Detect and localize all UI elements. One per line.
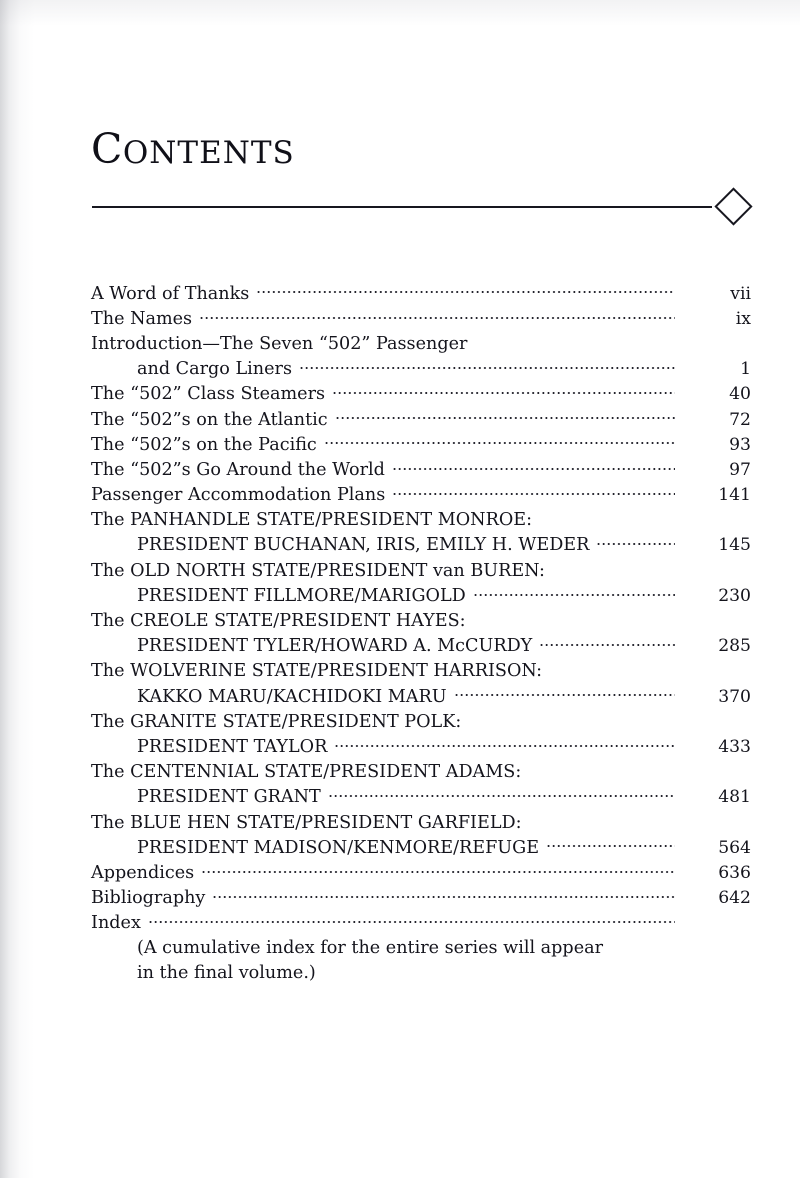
toc-entry-label: PRESIDENT TYLER/HOWARD A. McCURDY (137, 636, 533, 657)
dot-leader (596, 533, 675, 551)
dot-leader (539, 508, 675, 526)
toc-page-number: ix (735, 308, 751, 329)
dot-leader (552, 558, 675, 576)
toc-entry-label: The “502” Class Steamers (91, 384, 326, 405)
toc-entry[interactable] (91, 709, 751, 734)
page-title (91, 126, 295, 176)
dot-leader (299, 357, 675, 375)
toc-page-number: 564 (718, 837, 751, 858)
toc-page-number: 141 (718, 485, 751, 506)
dot-leader (199, 306, 675, 324)
toc-page-number: vii (730, 283, 751, 304)
dot-leader (328, 785, 675, 803)
title-rule-ornament (92, 186, 747, 230)
toc-page-number: 1 (740, 359, 751, 380)
toc-entry-label: The Names (91, 308, 193, 329)
toc-entry[interactable] (91, 886, 751, 911)
toc-entry[interactable] (91, 306, 751, 331)
dot-leader (474, 331, 675, 349)
toc-entry[interactable] (91, 785, 751, 810)
toc-entry[interactable] (91, 457, 751, 482)
toc-entry[interactable] (91, 281, 751, 306)
toc-entry-label: Introduction—The Seven “502” Passenger (91, 333, 468, 354)
toc-entry[interactable] (91, 331, 751, 356)
index-note-line-1: (A cumulative index for the entire series will appear (137, 937, 604, 958)
toc-entry-label: KAKKO MARU/KACHIDOKI MARU (137, 686, 447, 707)
index-note (91, 936, 751, 986)
toc-entry[interactable] (91, 382, 751, 407)
toc-entry[interactable] (91, 608, 751, 633)
toc-entry[interactable] (91, 684, 751, 709)
toc-entry-label: The BLUE HEN STATE/PRESIDENT GARFIELD: (91, 812, 522, 833)
toc-entry-label: PRESIDENT TAYLOR (137, 736, 328, 757)
toc-entry-label: PRESIDENT FILLMORE/MARIGOLD (137, 585, 466, 606)
toc-page-number: 481 (718, 787, 751, 808)
toc-entry[interactable] (91, 835, 751, 860)
index-note-line-2: in the final volume.) (137, 963, 316, 984)
toc-entry-label: Passenger Accommodation Plans (91, 485, 386, 506)
toc-page-number: 93 (729, 434, 751, 455)
toc-entry-label: The PANHANDLE STATE/PRESIDENT MONROE: (91, 510, 533, 531)
dot-leader (468, 709, 675, 727)
dot-leader (546, 835, 675, 853)
toc-entry-label: The “502”s on the Pacific (91, 434, 317, 455)
diamond-icon (714, 187, 752, 225)
dot-leader (473, 583, 675, 601)
toc-entry[interactable] (91, 533, 751, 558)
toc-entry[interactable] (91, 357, 751, 382)
dot-leader (454, 684, 675, 702)
toc-page-number: 72 (729, 409, 751, 430)
dot-leader (529, 810, 675, 828)
toc-entry-label: The “502”s on the Atlantic (91, 409, 328, 430)
dot-leader (256, 281, 675, 299)
toc-entry-label: and Cargo Liners (137, 359, 292, 380)
toc-entry-label: PRESIDENT BUCHANAN, IRIS, EMILY H. WEDER (137, 535, 590, 556)
toc-entry-label: The OLD NORTH STATE/PRESIDENT van BUREN: (91, 560, 545, 581)
toc-page-number: 636 (718, 862, 751, 883)
dot-leader (549, 659, 675, 677)
page-title-rest: ONTENTS (122, 135, 295, 171)
toc-entry[interactable] (91, 734, 751, 759)
dot-leader (324, 432, 675, 450)
table-of-contents-list (91, 281, 751, 986)
toc-entry[interactable] (91, 860, 751, 885)
horizontal-rule (92, 206, 712, 208)
toc-entry[interactable] (91, 810, 751, 835)
toc-entry[interactable] (91, 659, 751, 684)
toc-entry-label: A Word of Thanks (91, 283, 250, 304)
dot-leader (473, 608, 675, 626)
toc-entry-label: The CENTENNIAL STATE/PRESIDENT ADAMS: (91, 762, 522, 783)
page-title-initial: C (91, 125, 123, 173)
dot-leader (335, 407, 675, 425)
toc-entry[interactable] (91, 483, 751, 508)
dot-leader (539, 634, 675, 652)
toc-entry[interactable] (91, 432, 751, 457)
toc-page-number: 642 (718, 888, 751, 909)
toc-entry[interactable] (91, 508, 751, 533)
dot-leader (148, 911, 675, 929)
dot-leader (332, 382, 675, 400)
toc-entry-label: PRESIDENT MADISON/KENMORE/REFUGE (137, 837, 540, 858)
dot-leader (392, 483, 675, 501)
toc-entry-label: Index (91, 913, 141, 934)
toc-entry-label: PRESIDENT GRANT (137, 787, 321, 808)
toc-entry-label: The WOLVERINE STATE/PRESIDENT HARRISON: (91, 661, 543, 682)
toc-page-number: 145 (718, 535, 751, 556)
toc-entry[interactable] (91, 583, 751, 608)
toc-entry[interactable] (91, 911, 751, 936)
dot-leader (392, 457, 675, 475)
toc-entry-label: Appendices (91, 862, 195, 883)
toc-entry-label: The “502”s Go Around the World (91, 459, 385, 480)
dot-leader (212, 886, 675, 904)
toc-entry-label: Bibliography (91, 888, 206, 909)
toc-entry[interactable] (91, 634, 751, 659)
toc-entry[interactable] (91, 760, 751, 785)
toc-page-number: 230 (718, 585, 751, 606)
toc-entry[interactable] (91, 558, 751, 583)
toc-page-number: 97 (729, 459, 751, 480)
toc-page-number: 285 (718, 636, 751, 657)
toc-page-number: 433 (718, 736, 751, 757)
toc-page-number: 40 (729, 384, 751, 405)
toc-page-number: 370 (718, 686, 751, 707)
dot-leader (334, 734, 675, 752)
dot-leader (201, 860, 675, 878)
dot-leader (528, 760, 675, 778)
toc-entry-label: The CREOLE STATE/PRESIDENT HAYES: (91, 611, 466, 632)
toc-entry[interactable] (91, 407, 751, 432)
toc-entry-label: The GRANITE STATE/PRESIDENT POLK: (91, 711, 462, 732)
